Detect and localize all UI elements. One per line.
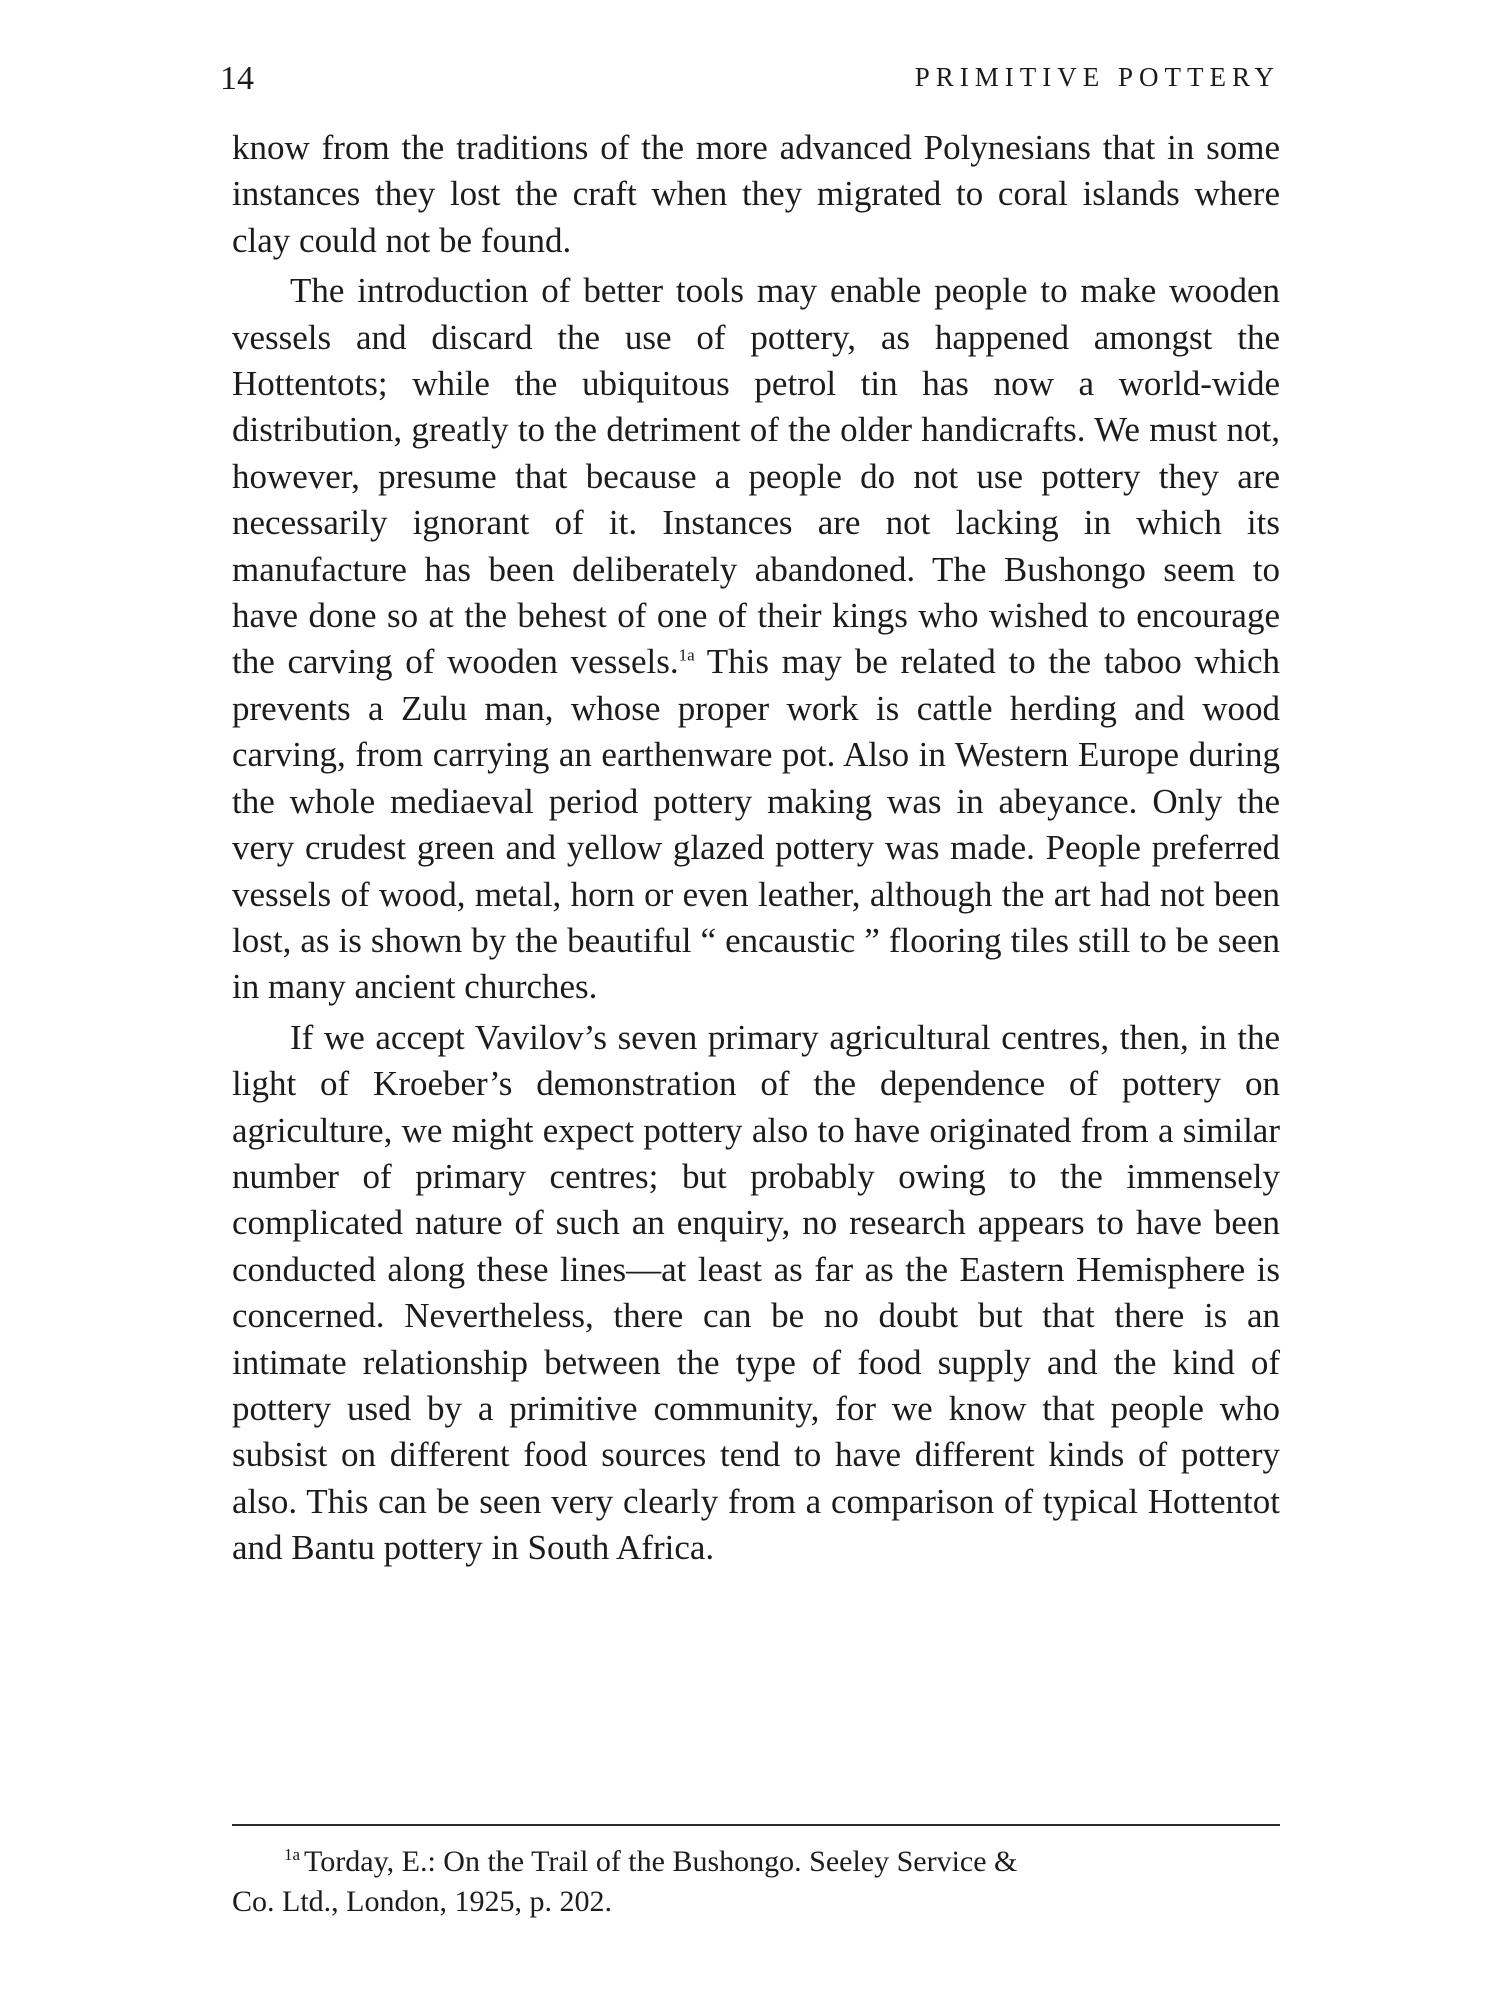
running-title: PRIMITIVE POTTERY (914, 62, 1280, 92)
footnote (232, 1842, 1280, 1922)
paragraph-2-text-a: The introduction of better tools may enable people to make wooden vessels and discard the use of pottery, as happened amongst the Hottentots; while the ubiquitous petrol tin has now a world-wide distribution, greatly to the detriment of the older handicrafts. We must not, however, presume that because a people do not use pottery they are necessarily ignorant of it. Instances are not lacking in which its manufacture has been deliberately abandoned. The Bushongo seem to have done so at the behest of one of their kings who wished to encourage the carving of wooden vessels. (232, 271, 1280, 682)
footnote-reference: 1a (678, 645, 695, 665)
paragraph-2-text-b: This may be related to the taboo which prevents a Zulu man, whose proper work is cattle herding and wood carving, from carrying an earthenware pot. Also in Western Europe during the whole mediaeval period pottery making was in abeyance. Only the very crudest green and yellow glazed pottery was made. People preferred vessels of wood, metal, horn or even leather, although the art had not been lost, as is shown by the beautiful “ encaustic ” flooring tiles still to be seen in many ancient churches. (232, 642, 1280, 1007)
footnote-line-1-text: Torday, E.: On the Trail of the Bushongo. Seeley Service & (304, 1845, 1018, 1878)
page-number: 14 (220, 60, 254, 97)
body-text (232, 125, 1280, 1572)
paragraph-1: know from the traditions of the more advanced Polynesians that in some instances they lost the craft when they migrated to coral islands where clay could not be found. (232, 128, 1280, 260)
page-header (220, 58, 1280, 108)
book-page (220, 30, 1280, 1970)
footnote-marker: 1a (284, 1845, 301, 1864)
paragraph-2 (232, 268, 1280, 1011)
footnote-line-2: Co. Ltd., London, 1925, p. 202. (232, 1885, 612, 1918)
paragraph-3: If we accept Vavilov’s seven primary agricultural centres, then, in the light of Kroeber’s demonstration of the dependence of pottery on agriculture, we might expect pottery also to have originated from a similar number of primary centres; but probably owing to the immensely complicated nature of such an enquiry, no research appears to have been conducted along these lines—at least as far as the Eastern Hemisphere is concerned. Nevertheless, there can be no doubt but that there is an intimate relationship between the type of food supply and the kind of pottery used by a primitive community, for we know that people who subsist on different food sources tend to have different kinds of pottery also. This can be seen very clearly from a comparison of typical Hottentot and Bantu pottery in South Africa. (232, 1017, 1280, 1568)
footnote-line-1 (232, 1842, 1280, 1882)
footnote-divider (232, 1824, 1280, 1826)
